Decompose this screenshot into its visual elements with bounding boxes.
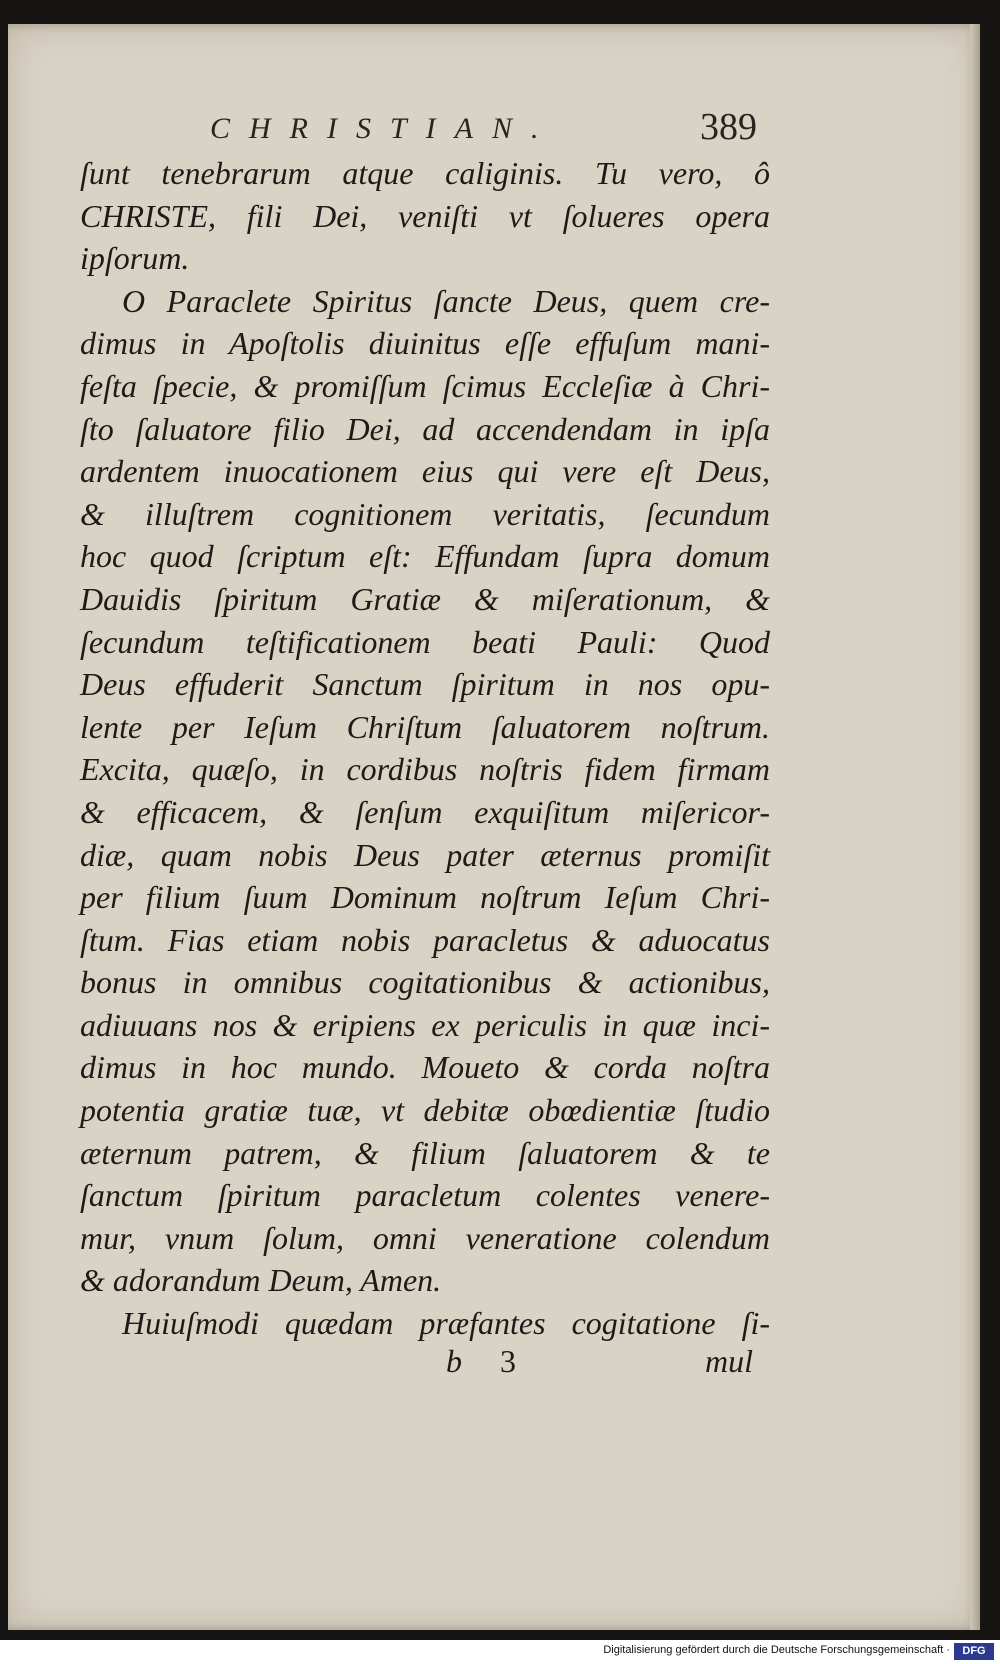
page-edge xyxy=(970,24,980,1630)
text-line: dimus in hoc mundo. Moueto & corda noſtra xyxy=(80,1049,770,1086)
text-line: Huiuſmodi quædam præfantes cogitatione ſi- xyxy=(122,1305,770,1342)
text-line: Excita, quæſo, in cordibus noſtris fidem firmam xyxy=(80,751,770,788)
text-block xyxy=(80,152,770,1345)
digitization-footer xyxy=(0,1640,1000,1664)
text-line: O Paraclete Spiritus ſancte Deus, quem cre- xyxy=(122,282,770,319)
text-line: & illuſtrem cognitionem veritatis, ſecundum xyxy=(80,495,770,532)
text-line: Dauidis ſpiritum Gratiæ & miſerationum, & xyxy=(80,580,770,617)
text-line: Deus effuderit Sanctum ſpiritum in nos opu- xyxy=(80,666,770,703)
signature-mark: b xyxy=(446,1343,462,1379)
text-line: diæ, quam nobis Deus pater æternus promiſit xyxy=(80,836,770,873)
text-line: & adorandum Deum, Amen. xyxy=(80,1262,442,1299)
signature-number: 3 xyxy=(500,1343,516,1379)
text-line: ſecundum teſtificationem beati Pauli: Quod xyxy=(80,623,770,660)
text-line: ſtum. Fias etiam nobis paracletus & aduocatus xyxy=(80,921,770,958)
text-line: potentia gratiæ tuæ, vt debitæ obœdientiæ ſtudio xyxy=(80,1092,770,1129)
text-line: adiuuans nos & eripiens ex periculis in quæ inci- xyxy=(80,1006,770,1043)
text-line: ſunt tenebrarum atque caliginis. Tu vero, ô xyxy=(80,155,770,191)
text-line: CHRISTE, fili Dei, veniſti vt ſolueres opera xyxy=(80,197,770,234)
text-line: feſta ſpecie, & promiſſum ſcimus Eccleſiæ à Chri- xyxy=(80,367,770,404)
running-head: CHRISTIAN. xyxy=(210,112,558,145)
text-line: mur, vnum ſolum, omni veneratione colendum xyxy=(80,1219,770,1256)
catchword: mul xyxy=(705,1343,753,1379)
text-line: hoc quod ſcriptum eſt: Effundam ſupra domum xyxy=(80,538,770,575)
text-line: lente per Ieſum Chriſtum ſaluatorem noſtrum. xyxy=(80,708,770,745)
funding-note: Digitalisierung gefördert durch die Deutsche Forschungsgemeinschaft · xyxy=(603,1644,950,1656)
text-line: ſto ſaluatore filio Dei, ad accendendam in ipſa xyxy=(80,410,770,447)
text-line: ardentem inuocationem eius qui vere eſt Deus, xyxy=(80,453,770,490)
dfg-logo-icon: DFG xyxy=(954,1643,994,1660)
text-line: bonus in omnibus cogitationibus & actionibus, xyxy=(80,964,770,1001)
text-line: æternum patrem, & filium ſaluatorem & te xyxy=(80,1134,770,1171)
page-number: 389 xyxy=(700,106,757,148)
text-line: ſanctum ſpiritum paracletum colentes venere- xyxy=(80,1177,770,1214)
text-line: ipſorum. xyxy=(80,240,190,277)
signature-line xyxy=(80,1343,770,1385)
text-line: dimus in Apoſtolis diuinitus eſſe effuſum mani- xyxy=(80,325,770,362)
text-line: per filium ſuum Dominum noſtrum Ieſum Chri- xyxy=(80,879,770,916)
text-line: & efficacem, & ſenſum exquiſitum miſericor- xyxy=(80,793,770,830)
